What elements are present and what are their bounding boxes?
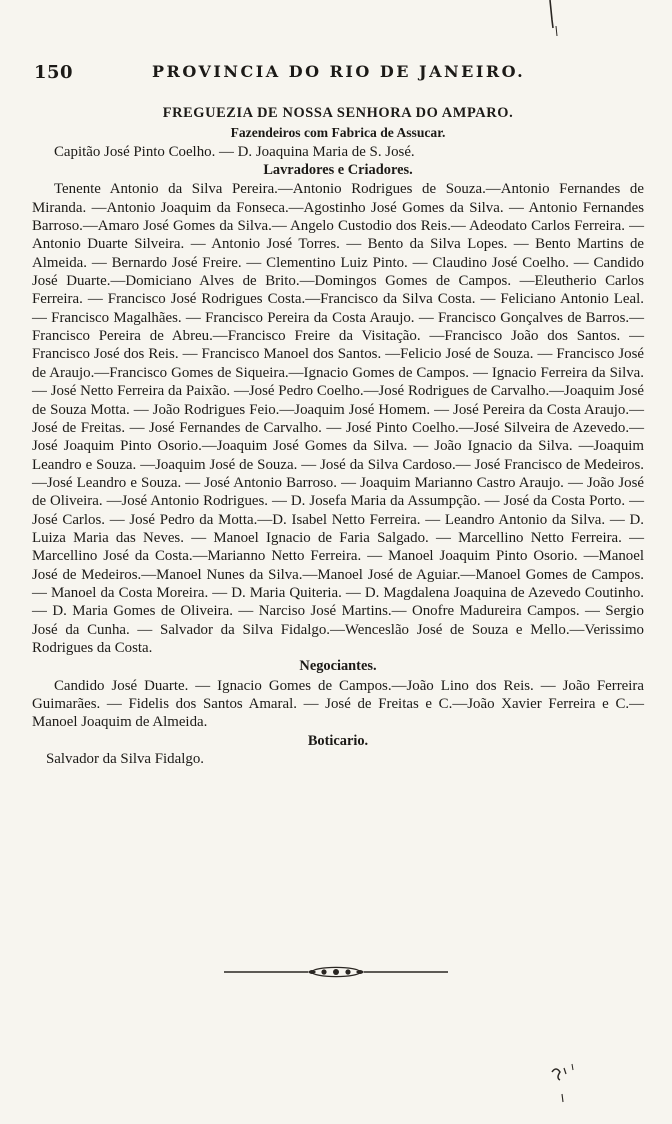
scan-mark-top (548, 0, 560, 50)
parish-title: FREGUEZIA DE NOSSA SENHORA DO AMPARO. (162, 105, 514, 121)
page-body (32, 104, 644, 768)
page-number: 150 (34, 62, 74, 83)
section-title-fazendeiros: Fazendeiros com Fabrica de Assucar. (230, 125, 446, 141)
scan-mark-bottom (548, 1060, 582, 1106)
ornament-divider (224, 966, 448, 978)
section-text-lavradores: Tenente Antonio da Silva Pereira.—Antonio Rodrigues de Souza.—Antonio Fernandes de Miranda. —Antonio Joaquim da Fonseca.—Agostinho José Gomes da Silva. — Antonio Fernandes Barroso.—Amaro José Gomes da Silva.— Angelo Custodio dos Reis.— Adeodato Carlos Ferreira. —Antonio Duarte Silveira. — Antonio José Torres. — Bento da Silva Lopes. — Bento Martins de Almeida. — Bernardo José Freire. — Clementino Luiz Pinto. — Claudino José Coelho. — Candido José Duarte.—Domiciano Alves de Brito.—Domingos Gomes de Campos. —Eleutherio Carlos Ferreira. — Francisco José Rodrigues Costa.—Francisco da Silva Costa. — Feliciano Antonio Leal. — Francisco Magalhães. — Francisco Pereira da Costa Araujo. — Francisco Gonçalves de Barros.—Francisco Pereira de Abreu.—Francisco Freire da Visitação. —Francisco João dos Santos. —Francisco José dos Reis. — Francisco Manoel dos Santos. —Felicio José de Souza. — Francisco José de Araujo.—Francisco Gomes de Siqueira.—Ignacio Gomes de Campos. — Ignacio Ferreira da Silva. — José Netto Ferreira da Paixão. —José Pedro Coelho.—José Rodrigues de Carvalho.—Joaquim José de Souza Motta. — João Rodrigues Feio.—Joaquim José Homem. — José Pereira da Costa Araujo.—José de Freitas. — José Fernandes de Carvalho. — José Pinto Coelho.—José Silveira de Azevedo.—José Joaquim Pinto Osorio.—Joaquim José Gomes da Silva. — João Ignacio da Silva. —Joaquim Leandro e Souza. —Joaquim José de Souza. — José da Silva Cardoso.— José Francisco de Medeiros.—José Leandro e Souza. — José Antonio Barroso. — Joaquim Marianno Castro Araujo. — João José de Oliveira. —José Antonio Rodrigues. — D. Josefa Maria da Assumpção. — José da Costa Porto. — José Carlos. — José Pedro da Motta.—D. Isabel Netto Ferreira. — Leandro Antonio da Silva. — D. Luiza Maria das Neves. — Manoel Ignacio de Faria Salgado. — Marcellino Netto Ferreira. — Marcellino José da Costa.—Marianno Netto Ferreira. — Manoel Joaquim Pinto Osorio. —Manoel José de Medeiros.—Manoel Nunes da Silva.—Manoel José de Aguiar.—Manoel Gomes de Campos. — Manoel da Costa Moreira. — D. Maria Quiteria. — D. Magdalena Joaquina de Azevedo Coutinho. — D. Maria Gomes de Oliveira. — Narciso José Martins.— Onofre Madureira Campos. — Sergio José da Cunha. — Salvador da Silva Fidalgo.—Wenceslão José de Souza e Mello.—Verissimo Rodrigues da Costa. (32, 181, 644, 656)
section-title-boticario: Boticario. (307, 732, 369, 749)
running-head (22, 62, 642, 90)
section-text-fazendeiros: Capitão José Pinto Coelho. — D. Joaquina Maria de S. José. (54, 143, 415, 160)
section-text-negociantes: Candido José Duarte. — Ignacio Gomes de Campos.—João Lino dos Reis. — João Ferreira Guimarães. — Fidelis dos Santos Amaral. — José de Freitas e C.—João Xavier Ferreira e C.—Manoel Joaquim de Almeida. (32, 677, 644, 731)
running-title: PROVINCIA DO RIO DE JANEIRO. (152, 62, 526, 81)
section-title-lavradores: Lavradores e Criadores. (263, 162, 413, 179)
section-title-negociantes: Negociantes. (299, 658, 377, 675)
section-text-boticario: Salvador da Silva Fidalgo. (46, 751, 204, 768)
